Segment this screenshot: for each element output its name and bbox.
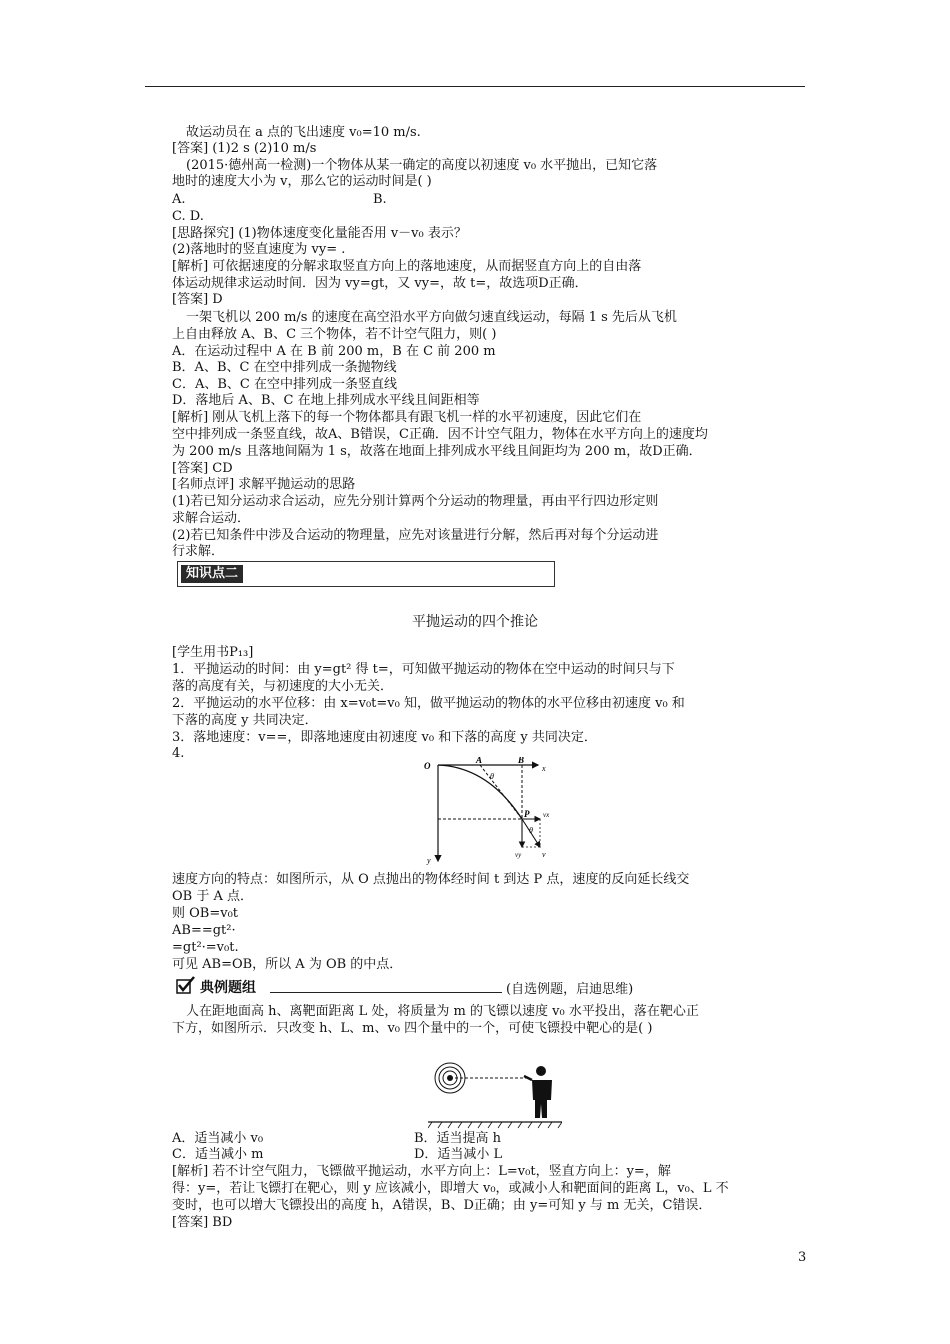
- option-b: B．适当提高 h: [414, 1131, 502, 1146]
- text-line: [思路探究] (1)物体速度变化量能否用 v－v₀ 表示？: [172, 226, 467, 241]
- label-theta-p: θ: [529, 826, 533, 835]
- text-line: [解析] 可依据速度的分解求取竖直方向上的落地速度，从而据竖直方向上的自由落: [172, 259, 642, 274]
- label-v: v: [542, 850, 546, 859]
- option-a: A．适当减小 v₀: [172, 1131, 264, 1146]
- text-line: 行求解．: [172, 544, 225, 559]
- checkmark-icon: [176, 976, 196, 994]
- example-note: (自选例题，启迪思维): [506, 982, 634, 997]
- text-line: =gt²·=v₀t.: [172, 940, 239, 955]
- text-line: (2)若已知条件中涉及合运动的物理量，应先对该量进行分解，然后再对每个分运动进: [172, 528, 659, 543]
- text-line: B．A、B、C 在空中排列成一条抛物线: [172, 360, 397, 375]
- text-line: 人在距地面高 h、离靶面距离 L 处，将质量为 m 的飞镖以速度 v₀ 水平投出，落在靶心正: [186, 1004, 699, 1019]
- example-title: 典例题组: [200, 980, 256, 996]
- text-line: 体运动规律求运动时间．因为 vy=gt，又 vy=，故 t=，故选项D正确．: [172, 276, 588, 291]
- example-underline: [270, 992, 502, 993]
- text-line: C. D.: [172, 209, 204, 224]
- label-o: O: [424, 761, 431, 771]
- text-line: 一架飞机以 200 m/s 的速度在高空沿水平方向做匀速直线运动，每隔 1 s 先后从飞机: [186, 310, 677, 325]
- text-line: 则 OB=v₀t: [172, 906, 239, 921]
- text-line: (2)落地时的竖直速度为 vy= .: [172, 242, 346, 257]
- text-line: 故运动员在 a 点的飞出速度 v₀=10 m/s.: [186, 125, 421, 140]
- text-line: [答案] (1)2 s (2)10 m/s: [172, 141, 317, 156]
- person-icon: [524, 1066, 552, 1118]
- label-b: B: [518, 757, 525, 765]
- projectile-diagram: [418, 757, 568, 869]
- label-p: P: [524, 809, 530, 819]
- text-line: 4.: [172, 746, 185, 761]
- text-line: 为 200 m/s 且落地间隔为 1 s，故落在地面上排列成水平线且间距均为 200 m，故D正确．: [172, 444, 702, 459]
- text-line: A．在运动过程中 A 在 B 前 200 m，B 在 C 前 200 m: [172, 344, 496, 359]
- text-line: [学生用书P₁₃]: [172, 645, 254, 660]
- text-line: 得：y=，若让飞镖打在靶心，则 y 应该减小，即增大 v₀，或减小人和靶面间的距离 L，v₀、L 不: [172, 1181, 729, 1196]
- text-line: 落的高度有关，与初速度的大小无关．: [172, 679, 394, 694]
- label-y: y: [427, 856, 431, 865]
- text-line: [答案] D: [172, 292, 223, 307]
- label-vy: vy: [515, 851, 522, 859]
- label-x: x: [542, 764, 546, 773]
- text-line: 地时的速度大小为 v，那么它的运动时间是( ): [172, 174, 432, 189]
- dart-target-illustration: [428, 1060, 562, 1130]
- page-number: 3: [798, 1250, 807, 1265]
- text-line: OB 于 A 点．: [172, 889, 253, 904]
- text-line: 求解合运动．: [172, 511, 251, 526]
- label-a: A: [476, 757, 483, 765]
- text-line: 变时，也可以增大飞镖投出的高度 h，A错误，B、D正确；由 y=可知 y 与 m 无关，C错误．: [172, 1198, 712, 1213]
- option-c: C．适当减小 m: [172, 1147, 264, 1162]
- text-line: [解析] 若不计空气阻力，飞镖做平抛运动，水平方向上：L=v₀t，竖直方向上：y=，解: [172, 1164, 671, 1179]
- text-line: 可见 AB=OB，所以 A 为 OB 的中点．: [172, 957, 403, 972]
- text-line: [解析] 刚从飞机上落下的每一个物体都具有跟飞机一样的水平初速度，因此它们在: [172, 410, 642, 425]
- text-line: [答案] BD: [172, 1215, 233, 1230]
- label-theta-a: θ: [490, 772, 494, 781]
- text-line: 3．落地速度：v==，即落地速度由初速度 v₀ 和下落的高度 y 共同决定．: [172, 730, 597, 745]
- text-line: [名师点评] 求解平抛运动的思路: [172, 477, 356, 492]
- text-line: [答案] CD: [172, 461, 233, 476]
- text-line: 空中排列成一条竖直线，故A、B错误，C正确．因不计空气阻力，物体在水平方向上的速度均: [172, 427, 708, 442]
- text-line: 1．平抛运动的时间：由 y=gt² 得 t=，可知做平抛运动的物体在空中运动的时间只与下: [172, 662, 675, 677]
- text-line: 速度方向的特点：如图所示，从 O 点抛出的物体经时间 t 到达 P 点，速度的反向延长线交: [172, 872, 690, 887]
- text-line: (1)若已知分运动求合运动，应先分别计算两个分运动的物理量，再由平行四边形定则: [172, 494, 659, 509]
- option-b: B.: [373, 192, 387, 207]
- text-line: 2．平抛运动的水平位移：由 x=v₀t=v₀ 知，做平抛运动的物体的水平位移由初速度 v₀ 和: [172, 696, 685, 711]
- section-heading: 平抛运动的四个推论: [412, 614, 538, 630]
- text-line: (2015·德州高一检测)一个物体从某一确定的高度以初速度 v₀ 水平抛出，已知它落: [186, 158, 658, 173]
- option-d: D．适当减小 L: [414, 1147, 503, 1162]
- header-rule: [145, 86, 805, 87]
- text-line: 上自由释放 A、B、C 三个物体，若不计空气阻力，则( ): [172, 327, 497, 342]
- section-banner: [177, 561, 555, 587]
- option-a: A.: [172, 192, 186, 207]
- text-line: C．A、B、C 在空中排列成一条竖直线: [172, 377, 397, 392]
- text-line: D．落地后 A、B、C 在地上排列成水平线且间距相等: [172, 393, 480, 408]
- trajectory-curve: [438, 765, 522, 819]
- text-line: 下方，如图所示．只改变 h、L、m、v₀ 四个量中的一个，可使飞镖投中靶心的是( ): [172, 1021, 653, 1036]
- section-label: 知识点二: [181, 565, 243, 583]
- text-line: AB==gt²·: [172, 923, 236, 938]
- text-line: 下落的高度 y 共同决定．: [172, 713, 318, 728]
- label-vx: vx: [543, 811, 550, 819]
